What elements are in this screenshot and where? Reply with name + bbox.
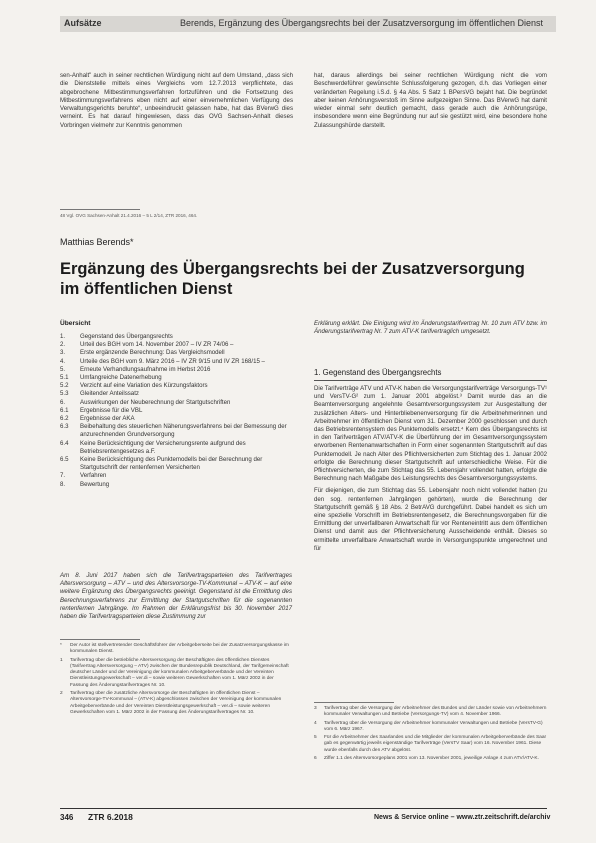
journal-issue: ZTR 6.2018 bbox=[88, 812, 133, 822]
toc-list bbox=[60, 333, 292, 489]
footnote-divider-left bbox=[60, 639, 140, 640]
article-author: Matthias Berends* bbox=[60, 237, 134, 247]
toc-item: 6. Auswirkungen der Neuberechnung der Startgutschriften bbox=[60, 398, 231, 406]
prev-article-footnote: 48 Vgl. OVG Sachsen-Anhalt 21.4.2016 – 5 L 2/14, ZTR 2016, 464. bbox=[60, 213, 198, 218]
toc-item: 5. Erneute Verhandlungsaufnahme im Herbst 2016 bbox=[60, 365, 211, 373]
section-rule bbox=[314, 380, 547, 381]
footnote: 2 Tarifvertrag über die zusätzliche Altersvorsorge der Beschäftigten im öffentlichen Dienst – Altersvorsorge-TV-Kommunal – (ATV-K) abgeschlossen zwischen der Vereinigung der kommunalen Arbeitgeberverbände und der Vereinten Dienstleistungsgewerkschaft – ver.di – sowie weiteren Gewerkschaften vom 1. März 2002 in der Fassung des Änderungstarifvertrages Nr. 10. bbox=[60, 691, 282, 715]
toc-item: 6.3 Beibehaltung des steuerlichen Näherungsverfahrens bei der Bemessung der anzurechnenden Grundversorgung bbox=[60, 423, 287, 439]
footnotes-right bbox=[314, 706, 547, 764]
body-paragraph: Für diejenigen, die zum Stichtag das 55. Lebensjahr noch nicht vollendet hatten (zu den sog. rentenfernen Jahrgängen gehörten), wurde die Berechnung der Startgutschrift gemäß § 18 Abs. 2 BetrAVG durchgeführt. Dabei handelt es sich um eine spezielle Vorschrift im Betriebsrentengesetz, die Berechnungsvorgaben für die Ermittlung der unverfallbaren Anwartschaft für vor Renteneintritt aus dem öffentlichen Dienst und damit aus der Pflichtversicherung Ausscheidende enthält. Dieses so ermittelte unverfallbare Anwartschaft wurde in Versorgungspunkte umgerechnet und für bbox=[314, 487, 547, 552]
toc-item: 6.4 Keine Berücksichtigung der Versicherungsrente aufgrund des Betriebsrentengesetzes a.F. bbox=[60, 439, 246, 455]
footer-archive-link[interactable]: News & Service online – www.ztr.zeitschrift.de/archiv bbox=[374, 814, 551, 821]
footnote: 4 Tarifvertrag über die Versorgung der Arbeitnehmer kommunaler Verwaltungen und Betriebe (VersTV-G) vom 6. März 1967. bbox=[314, 720, 543, 732]
toc-item: 5.2 Verzicht auf eine Variation des Kürzungsfaktors bbox=[60, 382, 208, 390]
prev-article-col-left: sen-Anhalt" auch in seiner rechtlichen Würdigung nicht auf dem Umstand, „dass sich die Dienststelle mittels eines Vergleichs vom 12.7.2013 verpflichtete, das abgebrochene Mitbestimmungsverfahren fortzuführen und die Fortsetzung des Mitbestimmungsverfahrens eben nicht auf einer einvernehmlichen Verfügung des Verwaltungsgerichts beruhte“, unbeeindruckt gelassen habe, hat das BVerwG dies verneint. Es hat darauf hingewiesen, dass das OVG Sachsen-Anhalt dieses Vorbringen vielmehr zur Kenntnis genommen bbox=[60, 72, 293, 129]
header-section-tag: Aufsätze bbox=[64, 18, 102, 28]
prev-article-col-right: hat, daraus allerdings bei seiner rechtlichen Würdigung nicht die vom Beschwerdeführer gewünschte Schlussfolgerung gezogen, d.h. das Vorliegen einer veränderten Regelung i.S.d. § 4a Abs. 5 Satz 1 BPersVG bejaht hat. Die begründet aber keinen Anhörungsverstoß im Sinne aufgezeigten Sinne. Das BVerwG hat damit wieder einmal sehr deutlich gemacht, dass gerade auch die Anhörungsrüge, insbesondere wenn eine Begründung nur auf sie gestützt wird, eine besondere hohe Zulassungshürde darstellt. bbox=[314, 72, 547, 129]
footer-rule bbox=[60, 808, 547, 809]
toc-item: 3. Erste ergänzende Berechnung: Das Vergleichsmodell bbox=[60, 349, 225, 357]
toc-item: 4. Urteile des BGH vom 9. März 2016 – IV ZR 9/15 und IV ZR 168/15 – bbox=[60, 357, 265, 365]
toc-item: 5.3 Gleitender Anteilssatz bbox=[60, 390, 139, 398]
toc-item: 6.5 Keine Berücksichtigung des Punktemodells bei der Berechnung der Startgutschrift der rentenfernen Versicherten bbox=[60, 456, 263, 472]
toc-item: 2. Urteil des BGH vom 14. November 2007 – IV ZR 74/06 – bbox=[60, 341, 234, 349]
toc-item: 8. Bewertung bbox=[60, 480, 110, 488]
footnote: 3 Tarifvertrag über die Versorgung der Arbeitnehmer des Bundes und der Länder sowie von Arbeitnehmern kommunaler Verwaltungen und Betriebe (Versorgungs-TV) vom 4. November 1966. bbox=[314, 706, 547, 718]
footnote: 5 Für die Arbeitnehmer des Saarlandes und die Mitglieder der kommunalen Arbeitgeberverbände des Saar gab es gegenwärtig jeweils eigenständige Tarifverträge (VersTV Saar) vom 16. November 1961. Diese wurde ebenfalls durch den ATV abgelöst. bbox=[314, 735, 547, 753]
body-paragraph: Die Tarifverträge ATV und ATV-K haben die Versorgungstarifverträge Versorgungs-TV¹ und VersTV-G² zum 1. Januar 2001 abgelöst.³ Damit wurde das an die Beamtenversorgung angelehnte Gesamtversorgungssystem zur Ausgestaltung der zusätzlichen Alters- und Hinterbliebenenversorgung für die Arbeitnehmerinnen und Arbeitnehmer im öffentlichen Dienst vom 31. Dezember 2000 geschlossen und durch das Betriebsrentensystem des Punktemodells ersetzt.⁴ Kern des Übergangsrechts ist in den Tarifverträgen ATV/ATV-K die Überführung der im Gesamtversorgungssystem erworbenen Rentenanwartschaften in Form einer sogenannten Startgutschrift auf das Punktemodell. Je nach Alter des Pflichtversicherten zum Stichtag des 1. Januar 2002 erfolgte die Berechnung dieser Startgutschrift auf unterschiedliche Weise. Für die Pflichtversicherten, die zum Stichtag das 55. Lebensjahr vollendet hatten, erfolgte die Berechnung nach Maßgabe des Leistungsrechts des Gesamtversorgungssystems. bbox=[314, 385, 547, 483]
toc-item: 6.1 Ergebnisse für die VBL bbox=[60, 406, 143, 414]
toc-item: 7. Verfahren bbox=[60, 472, 107, 480]
article-abstract: Am 8. Juni 2017 haben sich die Tarifvertragsparteien des Tarifvertrages Altersversorgung – ATV – und des Altersvorsorge-TV-Kommunal – ATV-K – auf eine weitere Ergänzung des Übergangsrechts geeinigt. Gegenstand ist die Ermittlung des Berechnungsverfahrens zur Ermittlung der Startgutschriften für die sogenannten rentenfernen Jahrgänge. Im Rahmen der Erklärungsfrist bis 30. November 2017 haben die Tarifvertragsparteien diese Zustimmung zur bbox=[60, 572, 292, 621]
footnote-divider-right bbox=[314, 702, 394, 703]
footnote-divider bbox=[60, 209, 140, 210]
article-title: Ergänzung des Übergangsrechts bei der Zusatzversorgung im öffentlichen Dienst bbox=[60, 260, 525, 298]
page-number: 346 bbox=[60, 813, 74, 822]
section-heading: 1. Gegenstand des Übergangsrechts bbox=[314, 368, 442, 377]
footnote: * Der Autor ist stellvertretender Geschäftsführer der Arbeitgeberseite bei der Zusatzversorgungskasse im kommunalen Dienst. bbox=[60, 643, 289, 655]
toc-item: 1. Gegenstand des Übergangsrechts bbox=[60, 333, 173, 340]
abstract-continuation: Erklärung erklärt. Die Einigung wird im Änderungstarifvertrag Nr. 10 zum ATV bzw. im Änderungstarifvertrag Nr. 7 zum ATV-K tarifvertraglich umgesetzt. bbox=[314, 320, 547, 336]
toc-item: 6.2 Ergebnisse der AKA bbox=[60, 415, 135, 423]
section-body bbox=[314, 385, 547, 557]
toc-item: 5.1 Umfangreiche Datenerhebung bbox=[60, 374, 162, 382]
footnotes-left bbox=[60, 643, 292, 718]
footnote: 6 Ziffer 1.1 des Altersvorsorgeplans 2001 vom 13. November 2001, jeweilige Anlage 4 zum ATV/ATV-K. bbox=[314, 756, 539, 762]
running-title: Berends, Ergänzung des Übergangsrechts bei der Zusatzversorgung im öffentlichen Dienst bbox=[180, 18, 544, 28]
toc-heading: Übersicht bbox=[60, 320, 91, 327]
footnote: 1 Tarifvertrag über die betriebliche Altersversorgung der Beschäftigten des öffentlichen Dienstes (Tarifvertrag Altersversorgung – ATV) zwischen der Bundesrepublik Deutschland, der Tarifgemeinschaft deutscher Länder und der Vereinigung der kommunalen Arbeitgeberverbände und der Vereinten Dienstleistungsgewerkschaft – ver.di – sowie weiteren Gewerkschaften vom 1. März 2002 in der Fassung des Änderungstarifvertrages Nr. 10. bbox=[60, 657, 289, 688]
